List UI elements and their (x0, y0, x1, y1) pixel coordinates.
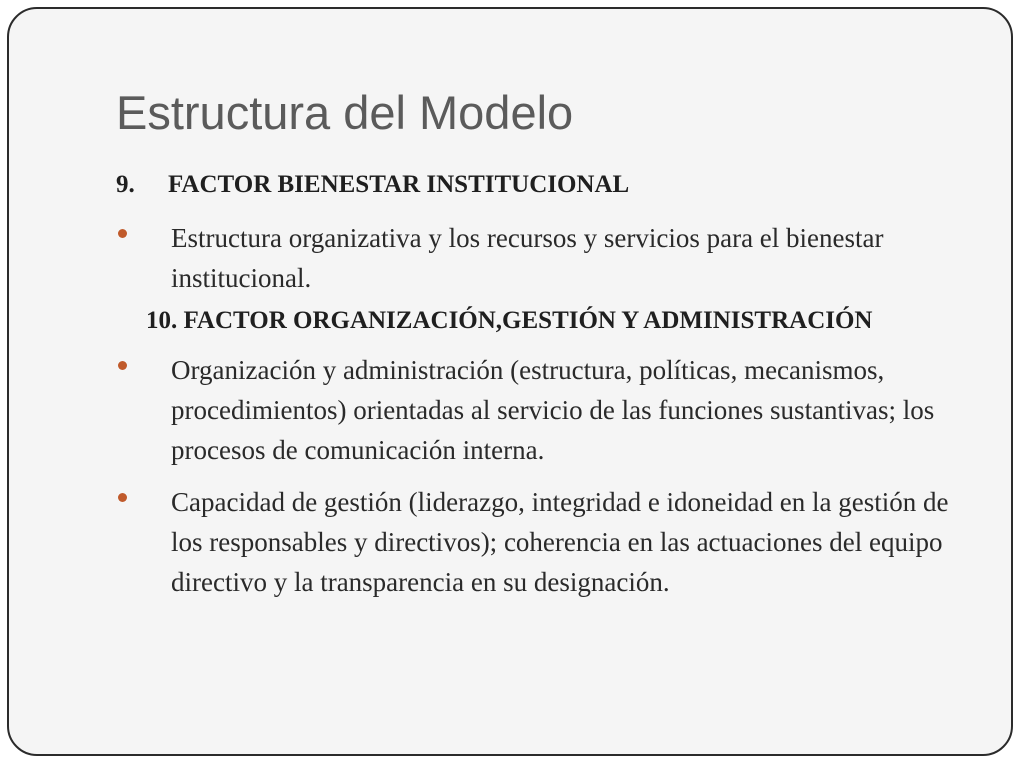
section-heading-9 (116, 170, 629, 200)
bullet-item (118, 482, 958, 602)
bullet-text: Capacidad de gestión (liderazgo, integridad e idoneidad en la gestión de los responsables y directivos); coherencia en las actuaciones del equipo directivo y la transparencia en su designación. (171, 487, 949, 597)
bullet-dot-icon (118, 493, 127, 502)
bullet-dot-icon (118, 229, 127, 238)
bullet-item (118, 218, 958, 298)
slide-title: Estructura del Modelo (116, 86, 574, 139)
section-number: 9. (116, 171, 135, 198)
section-heading-text: FACTOR BIENESTAR INSTITUCIONAL (168, 171, 630, 198)
bullet-text: Estructura organizativa y los recursos y servicios para el bienestar institucional. (171, 223, 884, 293)
bullet-item (118, 350, 958, 470)
bullet-text: Organización y administración (estructura, políticas, mecanismos, procedimientos) orientadas al servicio de las funciones sustantivas; los procesos de comunicación interna. (171, 355, 935, 465)
bullet-dot-icon (118, 361, 127, 370)
section-heading-10: 10. FACTOR ORGANIZACIÓN,GESTIÓN Y ADMINISTRACIÓN (146, 307, 873, 334)
